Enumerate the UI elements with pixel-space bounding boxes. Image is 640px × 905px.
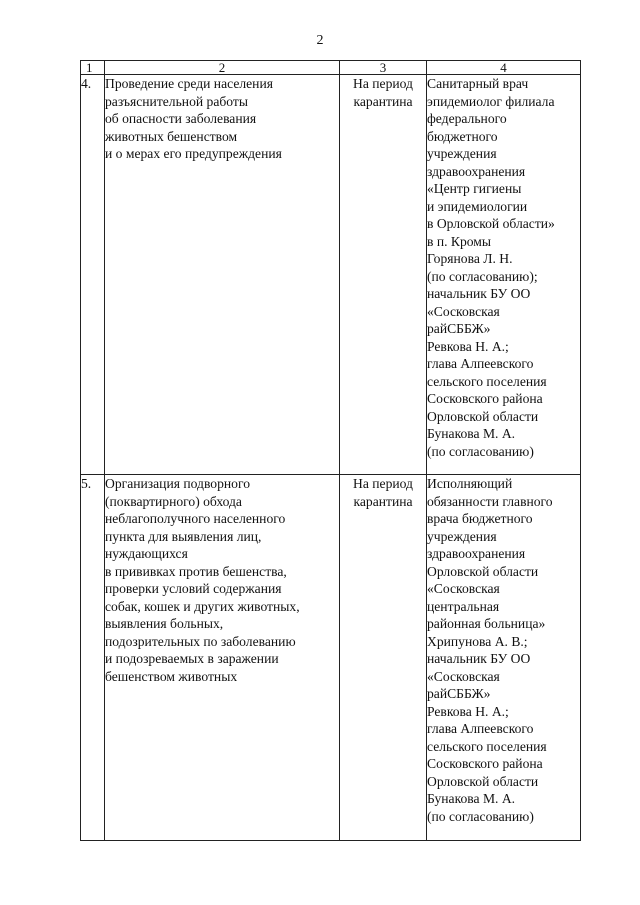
text-line: карантина <box>353 93 413 109</box>
text-line: На период <box>353 476 413 491</box>
text-line: (по согласованию) <box>427 443 534 459</box>
text-line: глава Алпеевского <box>427 356 534 371</box>
text-line: проверки условий содержания <box>105 581 282 596</box>
header-col-3: 3 <box>340 61 427 75</box>
text-line: и эпидемиологии <box>427 198 528 214</box>
text-line: Сосковского района <box>427 391 543 406</box>
row-number: 4. <box>81 75 105 475</box>
text-line: учреждения <box>427 146 497 161</box>
text-line: Исполняющий <box>427 476 513 491</box>
text-line: (по согласованию) <box>427 808 534 824</box>
text-line: учреждения <box>427 528 497 544</box>
text-line: разъяснительной работы <box>105 93 248 109</box>
text-line: и о мерах его предупреждения <box>105 146 282 161</box>
text-line: районная больница» <box>427 616 546 631</box>
measures-table <box>80 60 581 841</box>
text-line: Сосковского района <box>427 756 543 771</box>
text-line: центральная <box>427 598 500 614</box>
header-col-1: 1 <box>81 61 105 75</box>
text-line: подозрительных по заболеванию <box>105 633 296 649</box>
text-line: райСББЖ» <box>427 686 491 701</box>
responsible-cell <box>427 75 581 475</box>
responsible-cell <box>427 475 581 841</box>
period-cell <box>340 475 427 841</box>
text-line: Организация подворного <box>105 476 250 491</box>
task-cell <box>105 75 340 475</box>
text-line: врача бюджетного <box>427 511 533 526</box>
text-line: пункта для выявления лиц, <box>105 528 262 544</box>
text-line: Санитарный врач <box>427 76 529 91</box>
text-line: собак, кошек и других животных, <box>105 598 300 614</box>
text-line: «Сосковская <box>427 581 500 596</box>
text-line: карантина <box>353 493 413 509</box>
text-line: в п. Кромы <box>427 233 492 249</box>
text-line: об опасности заболевания <box>105 111 257 126</box>
text-line: «Сосковская <box>427 303 500 319</box>
text-line: сельского поселения <box>427 738 547 754</box>
task-cell <box>105 475 340 841</box>
period-cell <box>340 75 427 475</box>
text-line: «Сосковская <box>427 668 500 684</box>
text-line: сельского поселения <box>427 373 547 389</box>
text-line: Проведение среди населения <box>105 76 273 91</box>
text-line: выявления больных, <box>105 616 224 631</box>
text-line: Бунакова М. А. <box>427 791 516 806</box>
text-line: неблагополучного населенного <box>105 511 286 526</box>
text-line: (по согласованию); <box>427 268 538 284</box>
header-col-2: 2 <box>105 61 340 75</box>
text-line: бешенством животных <box>105 668 238 684</box>
page-number: 2 <box>316 33 324 48</box>
text-line: бюджетного <box>427 128 498 144</box>
text-line: федерального <box>427 111 507 126</box>
text-line: обязанности главного <box>427 493 553 509</box>
text-line: нуждающихся <box>105 546 188 561</box>
text-line: Орловской области <box>427 408 539 424</box>
text-line: начальник БУ ОО <box>427 286 531 301</box>
text-line: начальник БУ ОО <box>427 651 531 666</box>
text-line: Ревкова Н. А.; <box>427 703 509 719</box>
text-line: эпидемиолог филиала <box>427 93 555 109</box>
text-line: Горянова Л. Н. <box>427 251 513 266</box>
text-line: в Орловской области» <box>427 216 555 231</box>
header-col-4: 4 <box>427 61 581 75</box>
row-number: 5. <box>81 475 105 841</box>
text-line: животных бешенством <box>105 128 238 144</box>
text-line: глава Алпеевского <box>427 721 534 736</box>
text-line: Орловской области <box>427 773 539 789</box>
text-line: «Центр гигиены <box>427 181 522 196</box>
table-row <box>81 75 581 475</box>
text-line: здравоохранения <box>427 163 526 179</box>
text-line: райСББЖ» <box>427 321 491 336</box>
text-line: Орловской области <box>427 563 539 579</box>
text-line: (поквартирного) обхода <box>105 493 242 509</box>
text-line: в прививках против бешенства, <box>105 563 287 579</box>
text-line: На период <box>353 76 413 91</box>
text-line: Бунакова М. А. <box>427 426 516 441</box>
text-line: здравоохранения <box>427 546 526 561</box>
table-row <box>81 475 581 841</box>
text-line: Хрипунова А. В.; <box>427 633 528 649</box>
text-line: и подозреваемых в заражении <box>105 651 279 666</box>
text-line: Ревкова Н. А.; <box>427 338 509 354</box>
table-header-row <box>81 61 581 75</box>
